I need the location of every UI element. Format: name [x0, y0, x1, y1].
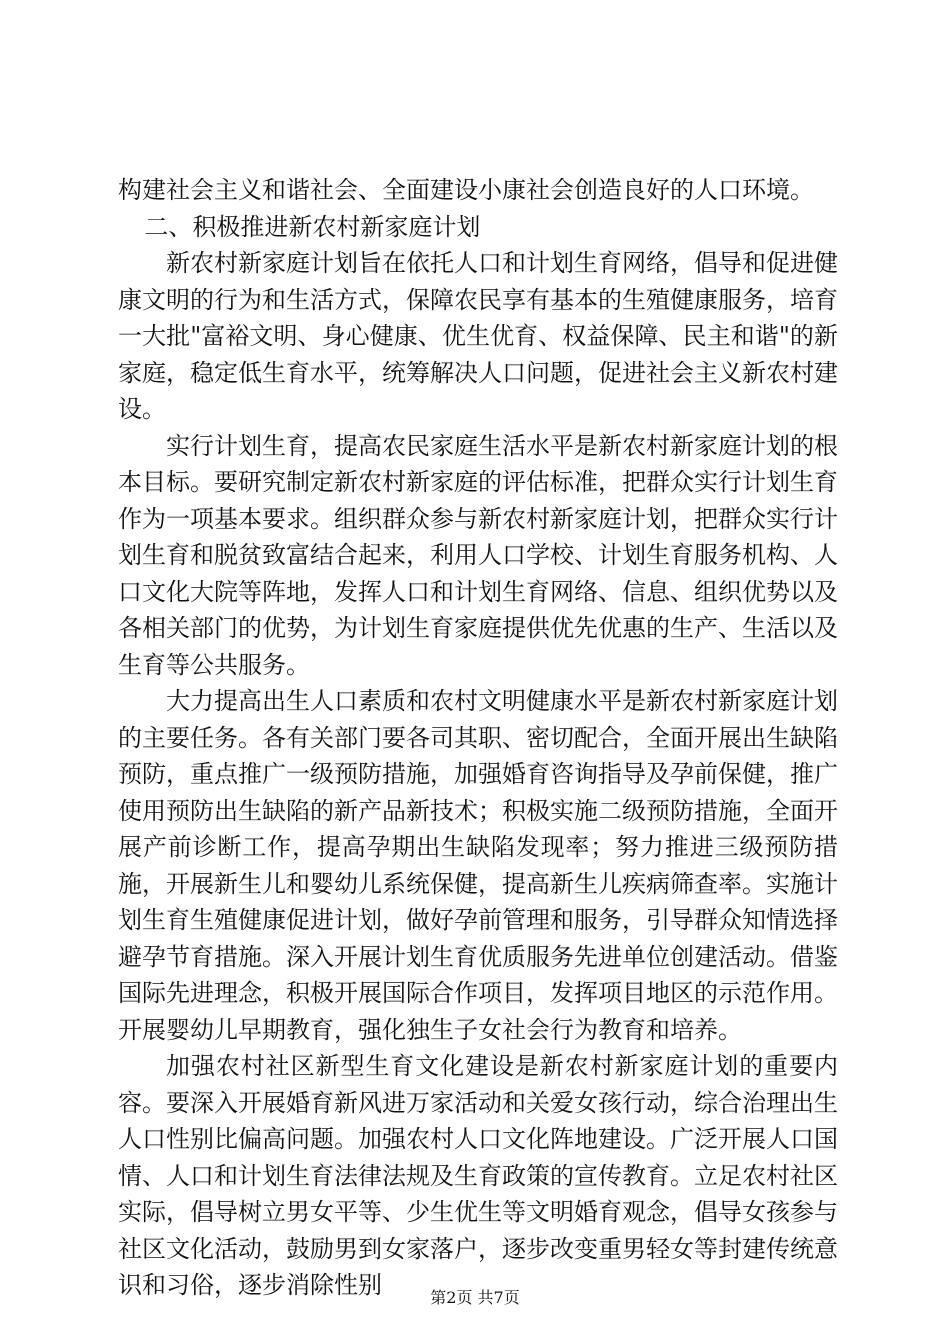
paragraph-main-task: 大力提高出生人口素质和农村文明健康水平是新农村新家庭计划的主要任务。各有关部门要各司其职、密切配合，全面开展出生缺陷预防，重点推广一级预防措施，加强婚育咨询指导及孕前保健，推广使用预防出生缺陷的新产品新技术；积极实施二级预防措施，全面开展产前诊断工作，提高孕期出生缺陷发现率；努力推进三级预防措施，开展新生儿和婴幼儿系统保健，提高新生儿疾病筛查率。实施计划生育生殖健康促进计划，做好孕前管理和服务，引导群众知情选择避孕节育措施。深入开展计划生育优质服务先进单位创建活动。借鉴国际先进理念，积极开展国际合作项目，发挥项目地区的示范作用。开展婴幼儿早期教育，强化独生子女社会行为教育和培养。 [118, 687, 838, 1044]
paragraph-fundamental-goal: 实行计划生育，提高农民家庭生活水平是新农村新家庭计划的根本目标。要研究制定新农村新家庭的评估标准，把群众实行计划生育作为一项基本要求。组织群众参与新农村新家庭计划，把群众实行计划生育和脱贫致富结合起来，利用人口学校、计划生育服务机构、人口文化大院等阵地，发挥人口和计划生育网络、信息、组织优势以及各相关部门的优势，为计划生育家庭提供优先优惠的生产、生活以及生育等公共服务。 [118, 431, 838, 679]
document-body [118, 172, 838, 1304]
paragraph-plan-intro: 新农村新家庭计划旨在依托人口和计划生育网络，倡导和促进健康文明的行为和生活方式，保障农民享有基本的生殖健康服务，培育一大批"富裕文明、身心健康、优生优育、权益保障、民主和谐"的新家庭，稳定低生育水平，统筹解决人口问题，促进社会主义新农村建设。 [118, 249, 838, 423]
paragraph-continuation: 构建社会主义和谐社会、全面建设小康社会创造良好的人口环境。 [118, 176, 814, 204]
page-number-footer: 第2页 共7页 [430, 1288, 520, 1307]
section-heading: 二、积极推进新农村新家庭计划 [144, 212, 481, 241]
paragraph-important-content: 加强农村社区新型生育文化建设是新农村新家庭计划的重要内容。要深入开展婚育新风进万家活动和关爱女孩行动，综合治理出生人口性别比偏高问题。加强农村人口文化阵地建设。广泛开展人口国情、人口和计划生育法律法规及生育政策的宣传教育。立足农村社区实际，倡导树立男女平等、少生优生等文明婚育观念，倡导女孩参与社区文化活动，鼓励男到女家落户，逐步改变重男轻女等封建传统意识和习俗，逐步消除性别 [118, 1052, 838, 1299]
